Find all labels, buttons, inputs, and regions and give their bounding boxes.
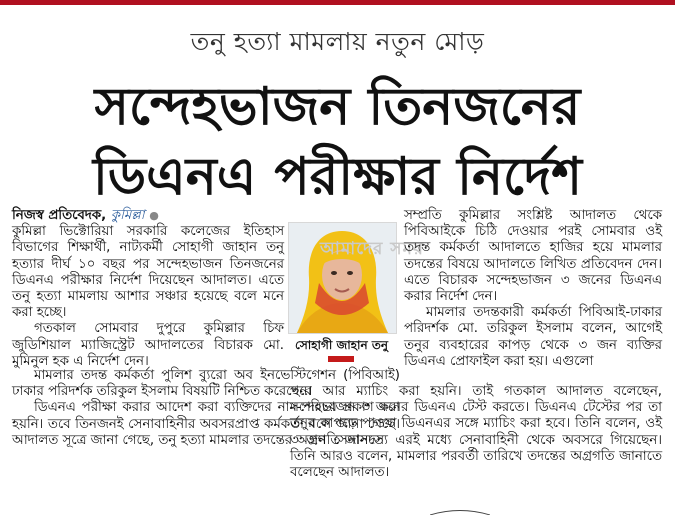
caption-accent-bar bbox=[328, 356, 354, 362]
column-3 bbox=[290, 384, 662, 481]
headline-line-2: ডিএনএ পরীক্ষার নির্দেশ bbox=[93, 147, 582, 207]
kicker: তনু হত্যা মামলায় নতুন মোড় bbox=[190, 27, 485, 56]
paragraph: মামলার তদন্তকারী কর্মকর্তা পিবিআই-ঢাকার পরিদর্শক মো. তরিকুল ইসলাম বলেন, আগেই তনুর ব্যবহারের কাপড় থেকে ৩ জন ব্যক্তির ডিএনএ প্রোফাইল করা হয়। এগুলো bbox=[404, 305, 662, 369]
byline-author: নিজস্ব প্রতিবেদক, bbox=[12, 208, 107, 223]
byline bbox=[12, 208, 284, 224]
paragraph: কুমিল্লা ভিক্টোরিয়া সরকারি কলেজের ইতিহাস বিভাগের শিক্ষার্থী, নাট্যকর্মী সোহাগী জাহান তনু হত্যার দীর্ঘ ১০ বছর পর সন্দেহভাজন তিনজনের ডিএনএ পরীক্ষার নির্দেশ দিয়েছেন আদালত। এতে তনু হত্যা মামলায় আশার সঞ্চার হয়েছে বলে মনে করা হচ্ছে। bbox=[12, 224, 284, 321]
paragraph: মামলার তদন্ত কর্মকর্তা পুলিশ ব্যুরো অব ইনভেস্টিগেশন (পিবিআই) ঢাকার পরিদর্শক তরিকুল ইসলাম বিষয়টি নিশ্চিত করেছেন। bbox=[12, 368, 400, 400]
paragraph: ডিএনএ পরীক্ষা করার আদেশ করা ব্যক্তিদের নাম-পরিচয় প্রকাশ করা হয়নি। তবে তিনজনই সেনাবাহিনীর অবসরপ্রাপ্ত কর্মকর্তা বলে জানা গেছে। আদালত সূত্রে জানা গেছে, তনু হত্যা মামলার তদন্তের অগ্রগতি জানতে bbox=[12, 400, 400, 448]
photo-caption: সোহাগী জাহান তনু bbox=[294, 338, 389, 352]
top-accent-bar bbox=[0, 0, 675, 5]
column-1 bbox=[12, 208, 284, 370]
column-2 bbox=[404, 208, 662, 370]
headline bbox=[0, 72, 675, 212]
byline-location: কুমিল্লা bbox=[110, 208, 145, 223]
byline-dot-icon: ● bbox=[149, 209, 159, 222]
paragraph: গতকাল সোমবার দুপুরে কুমিল্লার চিফ জুডিশিয়াল ম্যাজিস্ট্রেট আদালতের বিচারক মো. মুমিনুল হক এ নির্দেশ দেন। bbox=[12, 321, 284, 369]
paragraph: পরে আর ম্যাচিং করা হয়নি। তাই গতকাল আদালত বলেছেন, সন্দেহভাজন ৩ জনের ডিএনএ টেস্ট করতে। ডিএনএ টেস্টের পর তা তনুর কাপড়ে পাওয়া ডিএনএর সঙ্গে ম্যাচিং করা হবে। তিনি বলেন, ওই ৩ জন সেনাসদস্য এরই মধ্যে সেনাবাহিনী থেকে অবসরে গিয়েছেন। তিনি আরও বলেন, মামলার পরবর্তী তারিখে তদন্তের অগ্রগতি জানাতে বলেছেন আদালত। bbox=[290, 384, 662, 481]
paragraph: সম্প্রতি কুমিল্লার সংশ্লিষ্ট আদালত থেকে পিবিআইকে চিঠি দেওয়ার পরই সোমবার ওই তদন্ত কর্মকর্তা আদালতে হাজির হয়ে মামলার তদন্তের বিষয়ে আদালতে লিখিত প্রতিবেদন দেন। এতে বিচারক সন্দেহভাজন ৩ জনের ডিএনএ করার নির্দেশ দেন। bbox=[404, 208, 662, 305]
headline-line-1: সন্দেহভাজন তিনজনের bbox=[94, 77, 581, 137]
page-footer-mark bbox=[430, 508, 490, 515]
watermark: আমাদের সময় bbox=[320, 239, 424, 259]
